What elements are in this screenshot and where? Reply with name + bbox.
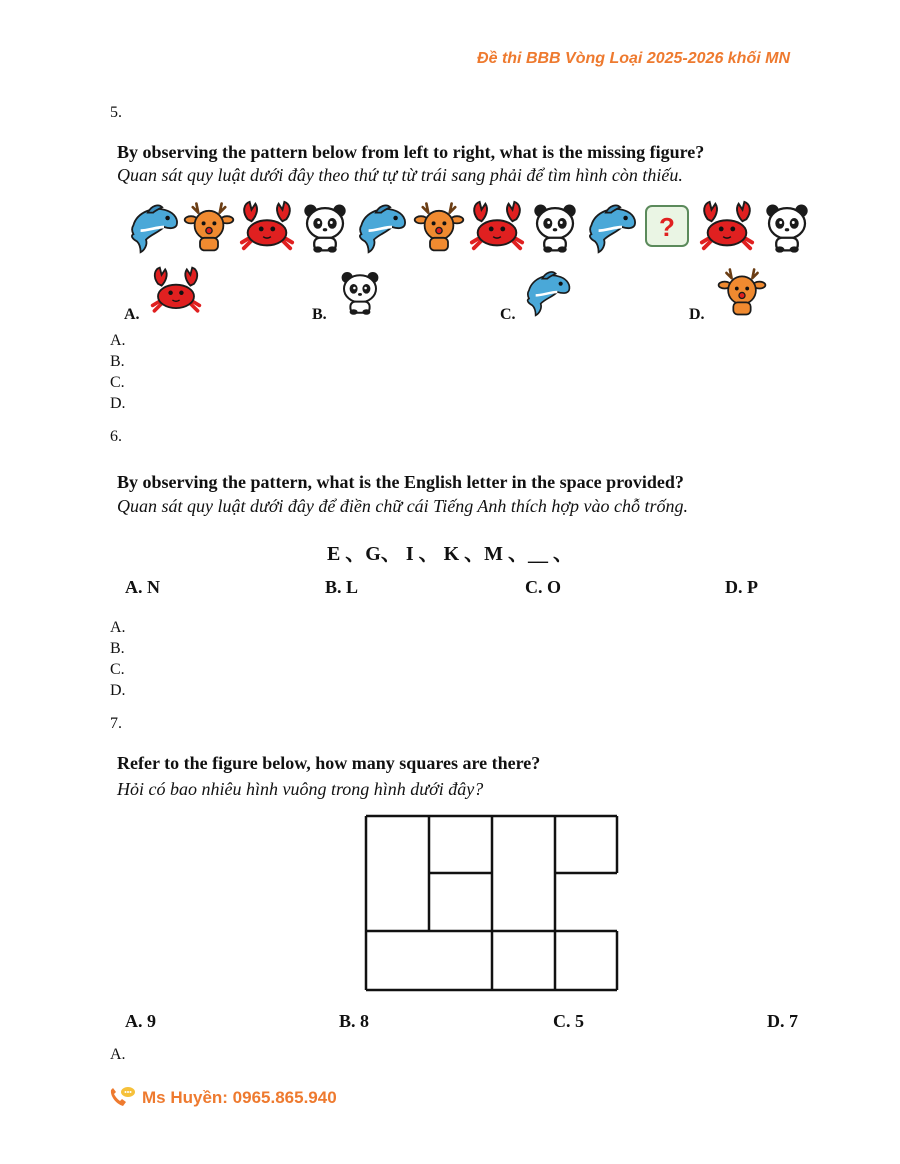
pattern-panda-icon — [304, 205, 345, 253]
pattern-crab-icon — [242, 202, 292, 248]
question-6-number: 6. — [110, 428, 122, 445]
footer-contact-text: Ms Huyền: 0965.865.940 — [142, 1088, 337, 1107]
pattern-dolphin-icon — [132, 205, 177, 252]
option-d[interactable]: D. — [110, 682, 126, 699]
page-header-title: Đề thi BBB Vòng Loại 2025-2026 khối MN — [477, 50, 790, 67]
option-b[interactable]: B. — [110, 353, 125, 370]
pattern-svg — [128, 198, 818, 256]
q7-choice-c[interactable]: C. 5 — [553, 1011, 584, 1031]
question-5-choices — [0, 262, 900, 324]
question-5-text-en: By observing the pattern below from left to right, what is the missing figure? — [117, 142, 705, 162]
question-7-text-en: Refer to the figure below, how many squares are there? — [117, 753, 541, 773]
choice-c-dolphin-icon[interactable] — [524, 266, 574, 318]
question-7-text-vi: Hỏi có bao nhiêu hình vuông trong hình dưới đây? — [117, 779, 484, 799]
choice-a-label[interactable]: A. — [124, 306, 140, 323]
choice-a-crab-icon[interactable] — [148, 264, 204, 318]
option-c[interactable]: C. — [110, 374, 125, 391]
choice-b-panda-icon[interactable] — [336, 266, 384, 318]
q6-choice-b[interactable]: B. L — [325, 577, 359, 597]
q6-choice-c[interactable]: C. O — [525, 577, 561, 597]
pattern-crab-icon — [472, 202, 522, 248]
pattern-deer-icon — [185, 204, 234, 251]
question-5-option-list — [110, 330, 126, 414]
pattern-dolphin-icon — [590, 205, 635, 252]
question-6-text-vi: Quan sát quy luật dưới đây để điền chữ cái Tiếng Anh thích hợp vào chỗ trống. — [117, 496, 688, 516]
choice-b-label[interactable]: B. — [312, 306, 327, 323]
question-5-text-vi: Quan sát quy luật dưới đây theo thứ tự từ trái sang phải để tìm hình còn thiếu. — [117, 165, 683, 185]
pattern-dolphin-icon — [360, 205, 405, 252]
q7-choice-a[interactable]: A. 9 — [125, 1011, 156, 1031]
choice-d-deer-icon[interactable] — [716, 264, 768, 320]
squares-figure — [360, 810, 626, 996]
option-d[interactable]: D. — [110, 395, 126, 412]
option-c[interactable]: C. — [110, 661, 125, 678]
question-5-number: 5. — [110, 104, 122, 121]
q7-choice-d[interactable]: D. 7 — [767, 1011, 798, 1031]
choice-d-label[interactable]: D. — [689, 306, 705, 323]
pattern-deer-icon — [415, 204, 464, 251]
option-b[interactable]: B. — [110, 640, 125, 657]
question-7-number: 7. — [110, 715, 122, 732]
letter-sequence: E 、G、 I 、 K 、M 、__ 、 — [326, 543, 574, 565]
question-6-option-list — [110, 617, 126, 701]
option-a[interactable]: A. — [110, 332, 126, 349]
choice-c-label[interactable]: C. — [500, 306, 516, 323]
phone-chat-icon — [108, 1086, 136, 1110]
option-a[interactable]: A. — [110, 1046, 126, 1063]
footer-contact — [108, 1086, 337, 1110]
q6-choice-d[interactable]: D. P — [725, 577, 758, 597]
pattern-panda-icon — [766, 205, 807, 253]
option-a[interactable]: A. — [110, 619, 126, 636]
pattern-crab-icon — [702, 202, 752, 248]
question-6-text-en: By observing the pattern, what is the English letter in the space provided? — [117, 472, 684, 492]
q6-choice-a[interactable]: A. N — [125, 577, 160, 597]
question-5-pattern-row — [128, 198, 818, 256]
q7-choice-b[interactable]: B. 8 — [339, 1011, 370, 1031]
question-7-option-list — [110, 1044, 126, 1065]
missing-mark: ? — [659, 212, 675, 242]
missing-figure-box — [646, 206, 688, 246]
pattern-panda-icon — [534, 205, 575, 253]
